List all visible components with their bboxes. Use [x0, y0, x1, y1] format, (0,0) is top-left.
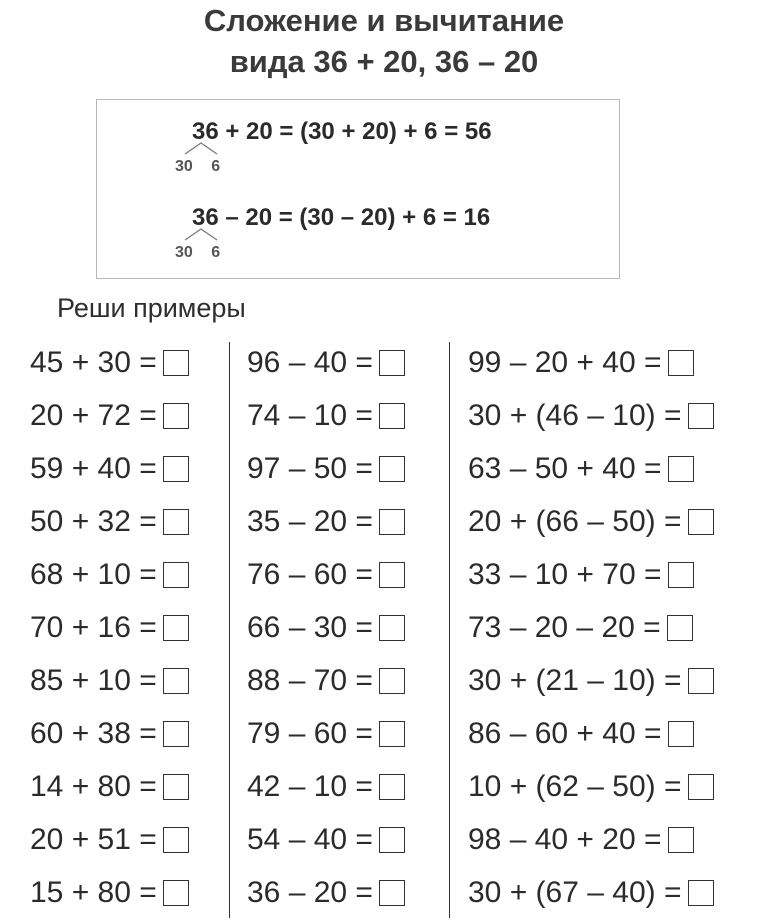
answer-box[interactable] — [163, 403, 189, 429]
exercise-expression: 66 – 30 = — [247, 611, 373, 644]
exercise-expression: 20 + 72 = — [30, 399, 157, 432]
exercise-expression: 20 + 51 = — [30, 823, 157, 856]
exercise-expression: 74 – 10 = — [247, 399, 373, 432]
answer-box[interactable] — [163, 774, 189, 800]
exercise-row — [30, 654, 189, 707]
column-divider — [449, 342, 450, 918]
answer-box[interactable] — [163, 668, 189, 694]
instruction: Реши примеры — [57, 293, 246, 323]
example-box — [96, 99, 620, 279]
exercise-row — [247, 707, 405, 760]
exercise-row — [247, 654, 405, 707]
exercise-expression: 35 – 20 = — [247, 505, 373, 538]
exercise-expression: 14 + 80 = — [30, 770, 157, 803]
exercise-expression: 42 – 10 = — [247, 770, 373, 803]
exercise-row — [247, 495, 405, 548]
answer-box[interactable] — [379, 827, 405, 853]
exercise-expression: 73 – 20 – 20 = — [468, 611, 661, 644]
exercise-expression: 30 + (67 – 40) = — [468, 876, 682, 909]
answer-box[interactable] — [163, 350, 189, 376]
answer-box[interactable] — [379, 615, 405, 641]
exercise-row — [247, 866, 405, 919]
exercise-expression: 63 – 50 + 40 = — [468, 452, 662, 485]
exercise-row — [247, 760, 405, 813]
example-equation: 36 – 20 = (30 – 20) + 6 = 16 — [192, 204, 491, 231]
exercise-expression: 76 – 60 = — [247, 558, 373, 591]
exercise-row — [468, 495, 714, 548]
exercise-row — [468, 548, 714, 601]
page-subtitle: вида 36 + 20, 36 – 20 — [229, 44, 539, 79]
answer-box[interactable] — [379, 668, 405, 694]
answer-box[interactable] — [379, 350, 405, 376]
answer-box[interactable] — [668, 456, 694, 482]
exercise-expression: 98 – 40 + 20 = — [468, 823, 662, 856]
exercise-row — [30, 760, 189, 813]
exercise-row — [247, 601, 405, 654]
exercise-expression: 50 + 32 = — [30, 505, 157, 538]
answer-box[interactable] — [163, 721, 189, 747]
answer-box[interactable] — [379, 456, 405, 482]
answer-box[interactable] — [668, 721, 694, 747]
answer-box[interactable] — [379, 774, 405, 800]
exercise-row — [30, 813, 189, 866]
exercise-row — [247, 389, 405, 442]
exercise-expression: 88 – 70 = — [247, 664, 373, 697]
answer-box[interactable] — [668, 827, 694, 853]
exercise-row — [30, 548, 189, 601]
exercise-row — [468, 760, 714, 813]
split-arrow-icon — [181, 227, 221, 241]
answer-box[interactable] — [688, 880, 714, 906]
answer-box[interactable] — [163, 456, 189, 482]
answer-box[interactable] — [379, 721, 405, 747]
exercise-row — [30, 442, 189, 495]
exercise-row — [468, 866, 714, 919]
example-split: 30 6 — [175, 244, 221, 261]
exercise-row — [468, 654, 714, 707]
exercise-expression: 70 + 16 = — [30, 611, 157, 644]
answer-box[interactable] — [163, 615, 189, 641]
exercise-expression: 54 – 40 = — [247, 823, 373, 856]
exercise-expression: 10 + (62 – 50) = — [468, 770, 682, 803]
exercise-row — [247, 813, 405, 866]
exercise-expression: 30 + (46 – 10) = — [468, 399, 682, 432]
answer-box[interactable] — [379, 562, 405, 588]
example-split: 30 6 — [175, 158, 221, 175]
exercise-expression: 97 – 50 = — [247, 452, 373, 485]
answer-box[interactable] — [163, 562, 189, 588]
exercise-row — [247, 548, 405, 601]
answer-box[interactable] — [163, 880, 189, 906]
column-addition — [30, 336, 189, 919]
answer-box[interactable] — [379, 403, 405, 429]
exercise-expression: 15 + 80 = — [30, 876, 157, 909]
exercise-row — [247, 442, 405, 495]
exercise-row — [30, 866, 189, 919]
exercise-row — [468, 442, 714, 495]
answer-box[interactable] — [688, 509, 714, 535]
answer-box[interactable] — [163, 827, 189, 853]
exercise-expression: 86 – 60 + 40 = — [468, 717, 662, 750]
exercise-row — [468, 336, 714, 389]
exercise-row — [30, 336, 189, 389]
exercise-row — [30, 707, 189, 760]
answer-box[interactable] — [688, 668, 714, 694]
exercise-expression: 36 – 20 = — [247, 876, 373, 909]
exercise-expression: 20 + (66 – 50) = — [468, 505, 682, 538]
column-mixed — [468, 336, 714, 919]
answer-box[interactable] — [668, 350, 694, 376]
exercise-expression: 45 + 30 = — [30, 346, 157, 379]
exercise-expression: 30 + (21 – 10) = — [468, 664, 682, 697]
exercise-expression: 68 + 10 = — [30, 558, 157, 591]
exercise-expression: 60 + 38 = — [30, 717, 157, 750]
split-arrow-icon — [181, 141, 221, 155]
exercise-row — [468, 707, 714, 760]
exercise-row — [30, 389, 189, 442]
exercise-expression: 99 – 20 + 40 = — [468, 346, 662, 379]
exercise-expression: 96 – 40 = — [247, 346, 373, 379]
exercise-row — [468, 601, 714, 654]
exercise-expression: 33 – 10 + 70 = — [468, 558, 662, 591]
exercise-expression: 79 – 60 = — [247, 717, 373, 750]
answer-box[interactable] — [688, 774, 714, 800]
answer-box[interactable] — [379, 880, 405, 906]
exercise-row — [30, 495, 189, 548]
answer-box[interactable] — [668, 562, 694, 588]
exercise-row — [468, 389, 714, 442]
column-subtraction — [247, 336, 405, 919]
answer-box[interactable] — [667, 615, 693, 641]
example-equation: 36 + 20 = (30 + 20) + 6 = 56 — [192, 118, 492, 145]
exercise-expression: 85 + 10 = — [30, 664, 157, 697]
page-title: Сложение и вычитание — [203, 3, 565, 38]
exercise-row — [247, 336, 405, 389]
answer-box[interactable] — [163, 509, 189, 535]
exercise-row — [468, 813, 714, 866]
answer-box[interactable] — [688, 403, 714, 429]
column-divider — [229, 342, 230, 918]
exercise-row — [30, 601, 189, 654]
answer-box[interactable] — [379, 509, 405, 535]
exercise-expression: 59 + 40 = — [30, 452, 157, 485]
